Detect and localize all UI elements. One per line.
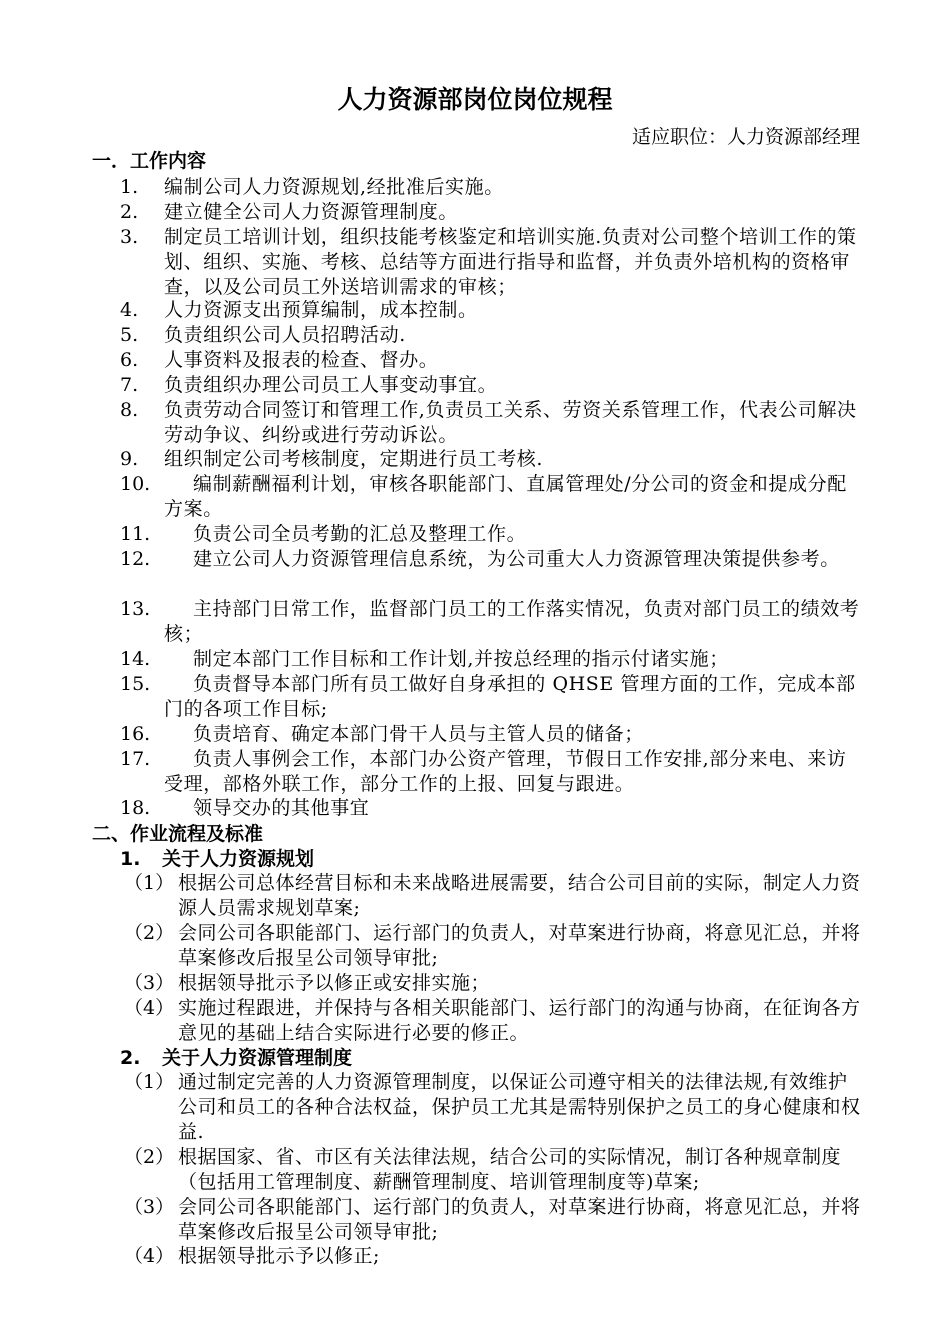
list-item-text: 实施过程跟进，并保持与各相关职能部门、运行部门的沟通与协商，在征询各方意见的基础上结合实际进行必要的修正。 [178, 997, 861, 1044]
list-item-number: （2） [124, 922, 175, 944]
list-item [120, 373, 862, 398]
list-item [124, 1070, 864, 1144]
subsection-heading-hr-policy [120, 1045, 352, 1071]
list-item-number: （1） [124, 1071, 175, 1093]
list-item-number: 4. [120, 299, 139, 321]
list-item-text: 通过制定完善的人力资源管理制度，以保证公司遵守相关的法律法规,有效维护公司和员工的各种合法权益，保护员工尤其是需特别保护之员工的身心健康和权益. [178, 1071, 861, 1143]
subsection-title: 关于人力资源管理制度 [162, 1047, 353, 1069]
list-item-number: 1. [120, 176, 139, 198]
list-item-number: （2） [124, 1146, 175, 1168]
list-item-text: 人力资源支出预算编制，成本控制。 [164, 299, 478, 321]
list-item-number: （3） [124, 1196, 175, 1218]
list-item [120, 398, 862, 448]
list-item-number: 6. [120, 349, 139, 371]
list-item-number: 14. [120, 648, 151, 670]
list-item [120, 472, 862, 522]
list-item-number: 2. [120, 201, 139, 223]
list-item-text: 负责培育、确定本部门骨干人员与主管人员的储备； [193, 723, 644, 745]
position-label: 适应职位：人力资源部经理 [631, 126, 860, 148]
list-item-number: 15. [120, 673, 151, 695]
subsection-heading-hr-planning [120, 846, 314, 872]
list-item-number: 12. [120, 548, 151, 570]
subsection-title: 关于人力资源规划 [162, 848, 315, 870]
list-item [120, 747, 862, 797]
list-item-number: （4） [124, 997, 175, 1019]
list-item-text: 组织制定公司考核制度，定期进行员工考核. [164, 448, 544, 470]
list-item-text: 根据领导批示予以修正或安排实施； [178, 972, 491, 994]
list-item [124, 1145, 864, 1195]
list-item [120, 522, 862, 547]
list-item-number: 3. [120, 226, 139, 248]
list-item-number: （4） [124, 1245, 175, 1267]
list-item-number: 16. [120, 723, 151, 745]
list-item-text: 根据领导批示予以修正; [178, 1245, 380, 1267]
section-heading-workflow: 二、作业流程及标准 [92, 823, 264, 845]
list-item [120, 298, 862, 323]
list-item-text: 负责督导本部门所有员工做好自身承担的 QHSE 管理方面的工作，完成本部门的各项工作目标; [164, 673, 856, 720]
list-item-text: 负责公司全员考勤的汇总及整理工作。 [193, 523, 527, 545]
list-item [124, 1195, 864, 1245]
subsection-number: 2. [120, 1047, 141, 1069]
list-item [124, 971, 864, 996]
list-item-number: 9. [120, 448, 139, 470]
list-item-text: 会同公司各职能部门、运行部门的负责人，对草案进行协商，将意见汇总，并将草案修改后报呈公司领导审批; [178, 922, 861, 969]
section-heading-work-content: 一．工作内容 [92, 150, 207, 172]
list-item [120, 796, 862, 821]
list-item-text: 建立健全公司人力资源管理制度。 [164, 201, 459, 223]
list-item [120, 722, 862, 747]
list-item [124, 921, 864, 971]
list-item-number: （1） [124, 872, 175, 894]
list-item-number: 10. [120, 473, 151, 495]
list-item-text: 负责组织办理公司员工人事变动事宜。 [164, 374, 498, 396]
list-item-text: 根据国家、省、市区有关法律法规，结合公司的实际情况，制订各种规章制度（包括用工管理制度、薪酬管理制度、培训管理制度等)草案; [178, 1146, 842, 1193]
list-item [120, 647, 862, 672]
list-item-text: 负责组织公司人员招聘活动. [164, 324, 406, 346]
list-item-text: 根据公司总体经营目标和未来战略进展需要，结合公司目前的实际，制定人力资源人员需求规划草案; [178, 872, 861, 919]
list-item [124, 1244, 864, 1269]
list-item [120, 175, 862, 200]
subsection-number: 1. [120, 848, 141, 870]
list-item-text: 编制公司人力资源规划,经批准后实施。 [164, 176, 504, 198]
list-item-number: 5. [120, 324, 139, 346]
list-item-number: 11. [120, 523, 151, 545]
list-item [120, 200, 862, 225]
list-item-text: 人事资料及报表的检查、督办。 [164, 349, 439, 371]
list-item [120, 672, 862, 722]
list-item [120, 547, 862, 572]
list-item [124, 871, 864, 921]
list-item-text: 会同公司各职能部门、运行部门的负责人，对草案进行协商，将意见汇总，并将草案修改后报呈公司领导审批; [178, 1196, 861, 1243]
list-item-number: 17. [120, 748, 151, 770]
list-item [120, 225, 862, 299]
list-item-text: 建立公司人力资源管理信息系统，为公司重大人力资源管理决策提供参考。 [193, 548, 840, 570]
list-item-number: 18. [120, 797, 151, 819]
list-item-text: 编制薪酬福利计划，审核各职能部门、直属管理处/分公司的资金和提成分配方案。 [164, 473, 847, 520]
list-item [120, 348, 862, 373]
list-item-number: 13. [120, 598, 151, 620]
list-item-number: 7. [120, 374, 139, 396]
list-item [120, 447, 862, 472]
list-item-text: 制定员工培训计划，组织技能考核鉴定和培训实施.负责对公司整个培训工作的策划、组织、实施、考核、总结等方面进行指导和监督，并负责外培机构的资格审查，以及公司员工外送培训需求的审核； [164, 226, 857, 298]
list-item-text: 主持部门日常工作，监督部门员工的工作落实情况，负责对部门员工的绩效考核； [164, 598, 860, 645]
list-item-text: 负责劳动合同签订和管理工作,负责员工关系、劳资关系管理工作，代表公司解决劳动争议、纠纷或进行劳动诉讼。 [164, 399, 857, 446]
list-item [120, 323, 862, 348]
list-item-text: 制定本部门工作目标和工作计划,并按总经理的指示付诸实施； [193, 648, 729, 670]
list-item-number: （3） [124, 972, 175, 994]
list-item-text: 领导交办的其他事宜 [193, 797, 370, 819]
list-item [124, 996, 864, 1046]
list-item-number: 8. [120, 399, 139, 421]
list-item-text: 负责人事例会工作，本部门办公资产管理，节假日工作安排,部分来电、来访受理，部格外联工作，部分工作的上报、回复与跟进。 [164, 748, 847, 795]
document-title: 人力资源部岗位岗位规程 [337, 85, 613, 114]
list-item [120, 597, 862, 647]
